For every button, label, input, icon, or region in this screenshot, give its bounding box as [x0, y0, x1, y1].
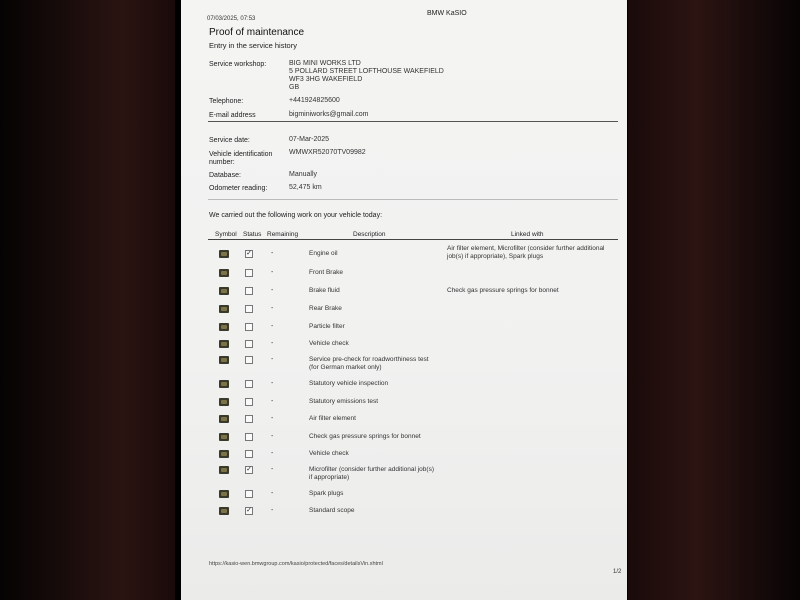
remaining-value: - [271, 466, 274, 473]
description-text: Microfilter (consider further additional job(s) if appropriate) [309, 466, 434, 481]
remaining-value: - [271, 490, 274, 497]
description-text: Service pre-check for roadworthiness test (for German market only) [309, 356, 429, 371]
odometer-value: 52,475 km [289, 184, 322, 191]
status-checkbox [245, 490, 253, 498]
description-text: Particle filter [309, 323, 345, 330]
status-checkbox: ✓ [246, 250, 252, 257]
remaining-value: - [271, 323, 274, 330]
remaining-value: - [271, 380, 274, 387]
col-status: Status [243, 231, 262, 238]
col-linked-with: Linked with [511, 231, 544, 238]
service-symbol-icon [219, 250, 229, 258]
workshop-line: 5 POLLARD STREET LOFTHOUSE WAKEFIELD [289, 68, 444, 75]
status-checkbox [245, 450, 253, 458]
service-symbol-icon [219, 433, 229, 441]
background-left [0, 0, 175, 600]
remaining-value: - [271, 415, 274, 422]
description-text: Check gas pressure springs for bonnet [309, 433, 421, 440]
service-symbol-icon [219, 415, 229, 423]
col-description: Description [353, 231, 386, 238]
remaining-value: - [271, 507, 274, 514]
vin-label: Vehicle identification number: [209, 151, 273, 166]
print-datetime: 07/03/2025, 07:53 [207, 16, 256, 22]
remaining-value: - [271, 433, 274, 440]
service-symbol-icon [219, 269, 229, 277]
page-subtitle: Entry in the service history [209, 41, 297, 50]
status-checkbox [245, 287, 253, 295]
description-text: Statutory vehicle inspection [309, 380, 389, 387]
remaining-value: - [271, 398, 274, 405]
description-text: Statutory emissions test [309, 398, 378, 405]
workshop-line: BIG MINI WORKS LTD [289, 60, 361, 67]
remaining-value: - [271, 287, 274, 294]
status-checkbox [245, 340, 253, 348]
table-header-rule [208, 239, 618, 240]
page-number: 1/2 [613, 569, 622, 575]
service-symbol-icon [219, 356, 229, 364]
description-text: Vehicle check [309, 340, 349, 347]
workshop-label: Service workshop: [209, 61, 267, 68]
work-intro: We carried out the following work on your vehicle today: [209, 212, 383, 219]
description-text: Vehicle check [309, 450, 349, 457]
workshop-line: GB [289, 84, 300, 91]
vin-value: WMWXR52070TV09982 [289, 149, 366, 156]
database-value: Manually [289, 171, 318, 178]
service-symbol-icon [219, 466, 229, 474]
footer-url: https://kasio-wen.bmwgroup.com/kasio/protected/faces/detailsVin.xhtml [209, 561, 383, 567]
description-text: Engine oil [309, 250, 338, 257]
description-text: Brake fluid [309, 287, 340, 294]
service-date-label: Service date: [209, 137, 250, 144]
linked-with-text: Air filter element, Microfilter (consider further additional job(s) if appropriate), Spark plugs [447, 245, 605, 260]
email-value: bigminiworks@gmail.com [289, 111, 369, 118]
linked-with-text: Check gas pressure springs for bonnet [447, 287, 559, 294]
status-checkbox [245, 269, 253, 277]
status-checkbox [245, 398, 253, 406]
workshop-address [289, 60, 444, 92]
service-symbol-icon [219, 340, 229, 348]
status-checkbox [245, 305, 253, 313]
col-symbol: Symbol [215, 231, 237, 238]
status-checkbox: ✓ [246, 466, 252, 473]
divider [208, 199, 618, 200]
description-text: Standard scope [309, 507, 355, 514]
status-checkbox: ✓ [246, 507, 252, 514]
status-checkbox [245, 323, 253, 331]
service-symbol-icon [219, 380, 229, 388]
remaining-value: - [271, 305, 274, 312]
description-text: Front Brake [309, 269, 343, 276]
remaining-value: - [271, 269, 274, 276]
status-checkbox [245, 380, 253, 388]
email-label: E-mail address [209, 112, 256, 119]
remaining-value: - [271, 340, 274, 347]
page-title: Proof of maintenance [209, 27, 305, 38]
service-symbol-icon [219, 305, 229, 313]
service-symbol-icon [219, 323, 229, 331]
description-text: Rear Brake [309, 305, 342, 312]
workshop-line: WF3 3HG WAKEFIELD [289, 76, 363, 83]
service-symbol-icon [219, 450, 229, 458]
service-symbol-icon [219, 398, 229, 406]
background-right [628, 0, 800, 600]
telephone-value: +441924825600 [289, 97, 340, 104]
database-label: Database: [209, 172, 241, 179]
status-checkbox [245, 356, 253, 364]
odometer-label: Odometer reading: [209, 185, 268, 192]
service-symbol-icon [219, 507, 229, 515]
service-date-value: 07-Mar-2025 [289, 136, 330, 143]
service-symbol-icon [219, 287, 229, 295]
status-checkbox [245, 433, 253, 441]
col-remaining: Remaining [267, 231, 299, 238]
app-name: BMW KaSIO [427, 10, 467, 17]
document-page [181, 0, 627, 600]
divider [208, 121, 618, 122]
remaining-value: - [271, 250, 274, 257]
remaining-value: - [271, 356, 274, 363]
telephone-label: Telephone: [209, 98, 244, 105]
remaining-value: - [271, 450, 274, 457]
status-checkbox [245, 415, 253, 423]
service-symbol-icon [219, 490, 229, 498]
description-text: Air filter element [309, 415, 356, 422]
description-text: Spark plugs [309, 490, 344, 497]
